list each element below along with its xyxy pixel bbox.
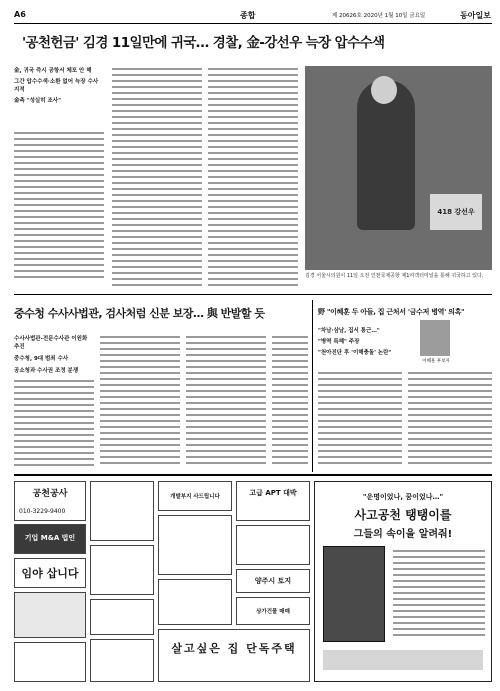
book-ad bbox=[314, 481, 492, 682]
ad-block-9 bbox=[90, 639, 154, 682]
issue-info: 제 20626호 2020년 1월 10일 금요일 bbox=[332, 13, 426, 19]
ad-block-12 bbox=[158, 579, 232, 625]
ad-block-13 bbox=[236, 481, 310, 521]
photo-sign-text: 418 강선우 bbox=[437, 208, 475, 216]
vertical-divider bbox=[312, 300, 313, 472]
ad-block-5 bbox=[14, 642, 86, 682]
ad-block-1 bbox=[14, 481, 86, 521]
story2-deck-2: 중수청, 9대 범죄 수사 bbox=[14, 356, 69, 362]
divider-1 bbox=[14, 294, 492, 295]
ad-block-6 bbox=[90, 481, 154, 541]
story3-deck-1: "차남·삼남, 집서 통근…" bbox=[318, 328, 380, 334]
mugshot-photo bbox=[420, 320, 450, 356]
ad-block-17 bbox=[158, 629, 310, 682]
ad-block-11 bbox=[158, 515, 232, 575]
story2-deck bbox=[14, 334, 94, 374]
header-rule bbox=[14, 23, 492, 24]
ad-title-1: 공천공사 bbox=[32, 489, 68, 499]
book-cover bbox=[323, 546, 385, 642]
ad-block-3 bbox=[14, 558, 86, 588]
ad-block-4 bbox=[14, 592, 86, 638]
story3-col2 bbox=[408, 370, 492, 468]
top-story-col1 bbox=[14, 130, 104, 280]
ad-block-8 bbox=[90, 599, 154, 635]
ad-block-14 bbox=[236, 525, 310, 565]
story3-col1 bbox=[318, 370, 402, 468]
ad-title-6: 양주시 토지 bbox=[254, 577, 292, 585]
book-ad-line-1: "운명이었나, 꿈이었나…" bbox=[362, 493, 444, 501]
story3-deck bbox=[318, 326, 410, 356]
book-ad-text bbox=[393, 548, 485, 638]
story2-headline: 중수청 수사사법관, 검사처럼 신분 보장… 與 반발할 듯 bbox=[14, 307, 265, 320]
news-photo bbox=[305, 66, 492, 270]
top-kicker: 金, 귀국 즉시 공항서 체포 안 해 bbox=[14, 68, 92, 74]
ad-block-7 bbox=[90, 545, 154, 595]
mugshot-caption: 이혜훈 후보자 bbox=[422, 359, 450, 364]
ad-title-5: 고급 APT 대박 bbox=[249, 489, 297, 497]
ad-block-15 bbox=[236, 569, 310, 593]
story2-col2 bbox=[100, 334, 180, 468]
photo-face bbox=[371, 76, 397, 104]
ad-block-10 bbox=[158, 481, 232, 511]
ad-title-2: 기업 M&A 법인 bbox=[24, 534, 76, 542]
ad-title-9: 살고싶은 집 단독주택 bbox=[171, 642, 297, 655]
story3-headline: 野 "이혜훈 두 아들, 집 근처서 '금수저 병역' 의혹" bbox=[318, 308, 465, 316]
story2-deck-3: 공소청과 수사권 조정 분쟁 bbox=[14, 368, 79, 374]
ad-title-4: 개발부지 사드립니다 bbox=[170, 494, 220, 500]
top-subhead-1: 그간 압수수색·소환 없어 늑장 수사 지적 bbox=[14, 79, 99, 93]
top-story-col3 bbox=[208, 66, 298, 290]
divider-2 bbox=[14, 474, 492, 476]
book-ad-footer bbox=[323, 650, 483, 670]
ad-title-3: 임야 삽니다 bbox=[21, 567, 79, 580]
book-ad-line-2: 사고공천 탱탱이를 bbox=[354, 508, 452, 522]
ad-title-7: 상가건물 매매 bbox=[256, 609, 290, 615]
ad-block-16 bbox=[236, 597, 310, 625]
story3-deck-3: "천아진단 후 '이해충돌' 논란" bbox=[318, 350, 392, 356]
page-number: A6 bbox=[14, 10, 26, 19]
section-name: 종합 bbox=[240, 11, 256, 20]
top-deck bbox=[14, 66, 104, 104]
photo-sign bbox=[430, 194, 482, 230]
story2-col1 bbox=[14, 378, 94, 468]
ad-phone: 010-3229-9400 bbox=[19, 508, 66, 515]
top-subhead-2: 金측 "성실히 조사" bbox=[14, 98, 61, 104]
book-ad-line-3: 그들의 속이을 알려줘! bbox=[353, 529, 453, 540]
page-header bbox=[14, 10, 492, 22]
story2-deck-1: 수사사법관-전문수사관 이원화 추진 bbox=[14, 336, 88, 350]
top-story-col2 bbox=[112, 66, 202, 290]
ad-block-2 bbox=[14, 524, 86, 554]
paper-name: 동아일보 bbox=[460, 11, 491, 20]
story3-deck-2: "병역 특혜" 주장 bbox=[318, 339, 360, 345]
top-headline: '공천헌금' 김경 11일만에 귀국… 경찰, 金-강선우 늑장 압수수색 bbox=[22, 35, 385, 51]
story2-col3 bbox=[186, 334, 266, 468]
story2-col4 bbox=[272, 334, 308, 468]
photo-caption: 김경 서울시의원이 11일 오전 인천국제공항 제1여객터미널을 통해 귀국하고 있다. bbox=[305, 273, 484, 279]
